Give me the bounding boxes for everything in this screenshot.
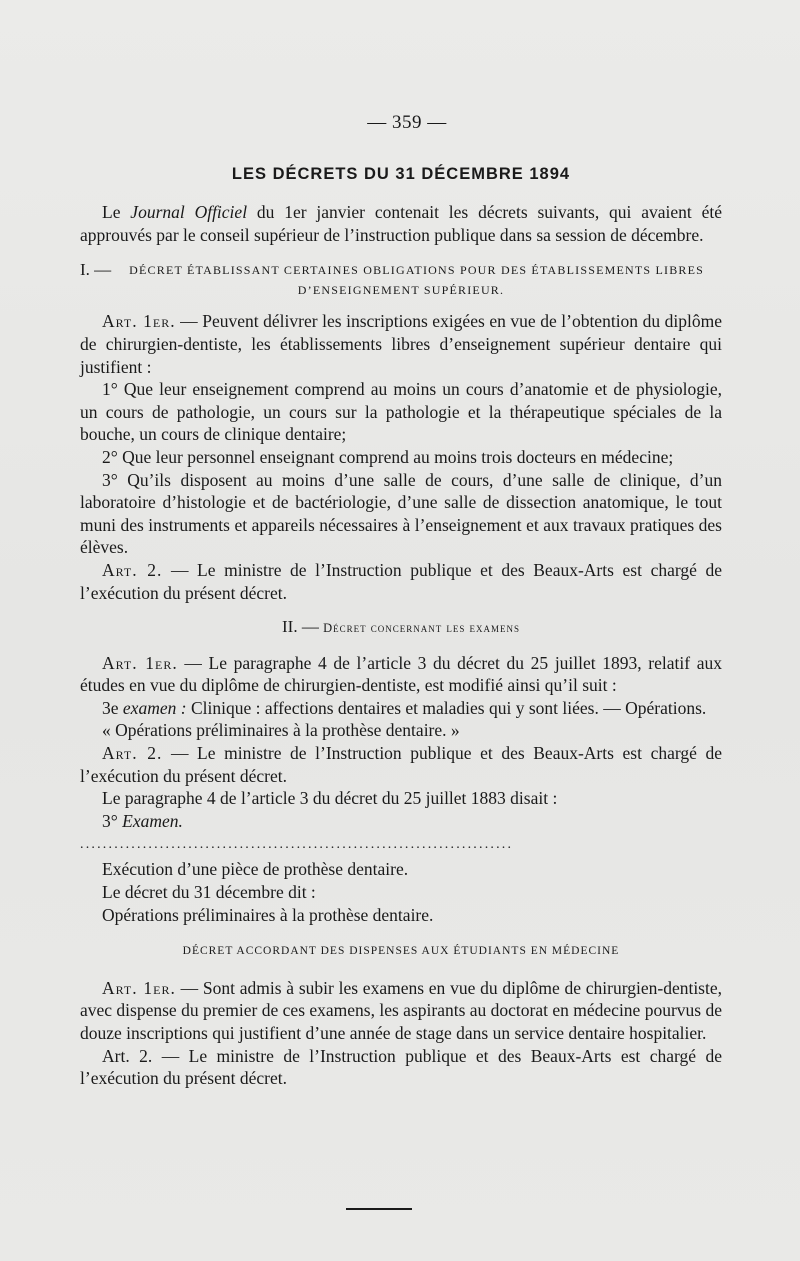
section3-art2-label: Art. 2. [102,1045,153,1066]
section2-old-exam [80,810,722,833]
section2-exam-text: Clinique : affections dentaires et maladies qui y sont liées. — Opérations. [186,697,707,718]
section2-exam-italic: examen : [122,697,187,718]
journal-name: Journal Officiel [130,202,248,223]
section2-old-paragraph: Le paragraphe 4 de l’article 3 du décret du 25 juillet 1883 disait : [102,788,558,809]
section3-art1-label: Art. 1er. [102,977,176,998]
intro-after: du 1er janvier contenait les décrets suivants, qui avaient été approuvés par le conseil supérieur de l’instruction publique dans sa session de décembre. [80,202,722,245]
section2-old-line3: Opérations préliminaires à la prothèse dentaire. [102,904,434,925]
page-title: LES DÉCRETS DU 31 DÉCEMBRE 1894 [231,164,571,183]
section2-art1-label: Art. 1er. [102,652,178,673]
section1-roman: I. — [80,260,112,280]
section2-old-exam-prefix: 3° [102,810,123,831]
intro-paragraph [80,201,722,246]
section1-art1-text: — Peuvent délivrer les inscriptions exigées en vue de l’obtention du diplôme de chirurgien-dentiste, les établissements libres d’enseignement supérieur dentaire qui justifient : [80,311,722,377]
section2-old-exam-italic: Examen. [122,810,183,831]
section3-art1-text: — Sont admis à subir les examens en vue du diplôme de chirurgien-dentiste, avec dispense du premier de ces examens, les aspirants au doctorat en médecine pourvus de douze inscriptions qui justifient d’une année de stage dans un service dentaire hospitalier. [80,977,722,1043]
section1-art1 [80,310,722,378]
section1-art2-label: Art. 2. [102,559,163,580]
section2-quote: « Opérations préliminaires à la prothèse dentaire. » [102,720,460,741]
section1-art1-label: Art. 1er. [102,311,176,332]
section2-roman: II. — [282,617,324,637]
section1-art2-text: — Le ministre de l’Instruction publique et des Beaux-Arts est chargé de l’exécution du présent décret. [80,559,722,603]
section3-art2-text: — Le ministre de l’Instruction publique et des Beaux-Arts est chargé de l’exécution du présent décret. [80,1045,722,1089]
section2-art2 [80,742,722,787]
section2-exam [80,697,722,720]
section2-art1-text: — Le paragraphe 4 de l’article 3 du décret du 25 juillet 1893, relatif aux études en vue du diplôme de chirurgien-dentiste, est modifié ainsi qu’il suit : [80,652,722,696]
section1-heading [80,260,722,300]
section3-art2 [80,1045,722,1090]
intro-before: Le [102,202,131,223]
section2-art2-label: Art. 2. [102,743,163,764]
dotted-separator: ............................................................................ [80,837,514,853]
section2-old-line2: Le décret du 31 décembre dit : [102,882,316,903]
section2-exam-prefix: 3e [102,697,123,718]
section2-old-line1: Exécution d’une pièce de prothèse dentaire. [102,859,409,880]
section3-art1 [80,977,722,1045]
section1-art2 [80,559,722,604]
section2-art2-text: — Le ministre de l’Instruction publique et des Beaux-Arts est chargé de l’exécution du présent décret. [80,743,722,786]
section1-heading-text: DÉCRET ÉTABLISSANT CERTAINES OBLIGATIONS POUR DES ÉTABLISSEMENTS LIBRES D’ENSEIGNEMENT SUPÉRIEUR. [129,263,705,298]
section1-item1: 1° Que leur enseignement comprend au moins un cours d’anatomie et de physiologie, un cours de pathologie, un cours sur la pathologie et la thérapeutique spéciales de la bouche, un cours de clinique dentaire; [80,379,722,445]
section2-heading-text: Décret concernant les examens [323,621,520,636]
section1-item2: 2° Que leur personnel enseignant comprend au moins trois docteurs en médecine; [102,446,674,467]
section2-art1 [80,652,722,697]
section2-heading [80,616,722,640]
page-number: — 359 — [367,112,447,133]
section3-heading: DÉCRET ACCORDANT DES DISPENSES AUX ÉTUDIANTS EN MÉDECINE [182,945,620,958]
page-content [80,112,722,1090]
section1-item3: 3° Qu’ils disposent au moins d’une salle de cours, d’une salle de clinique, d’un laboratoire d’histologie et de bactériologie, d’une salle de dissection anatomique, le tout muni des instruments et appareils nécessaires à l’enseignement et aux travaux pratiques des élèves. [80,469,722,558]
end-rule [346,1208,412,1210]
